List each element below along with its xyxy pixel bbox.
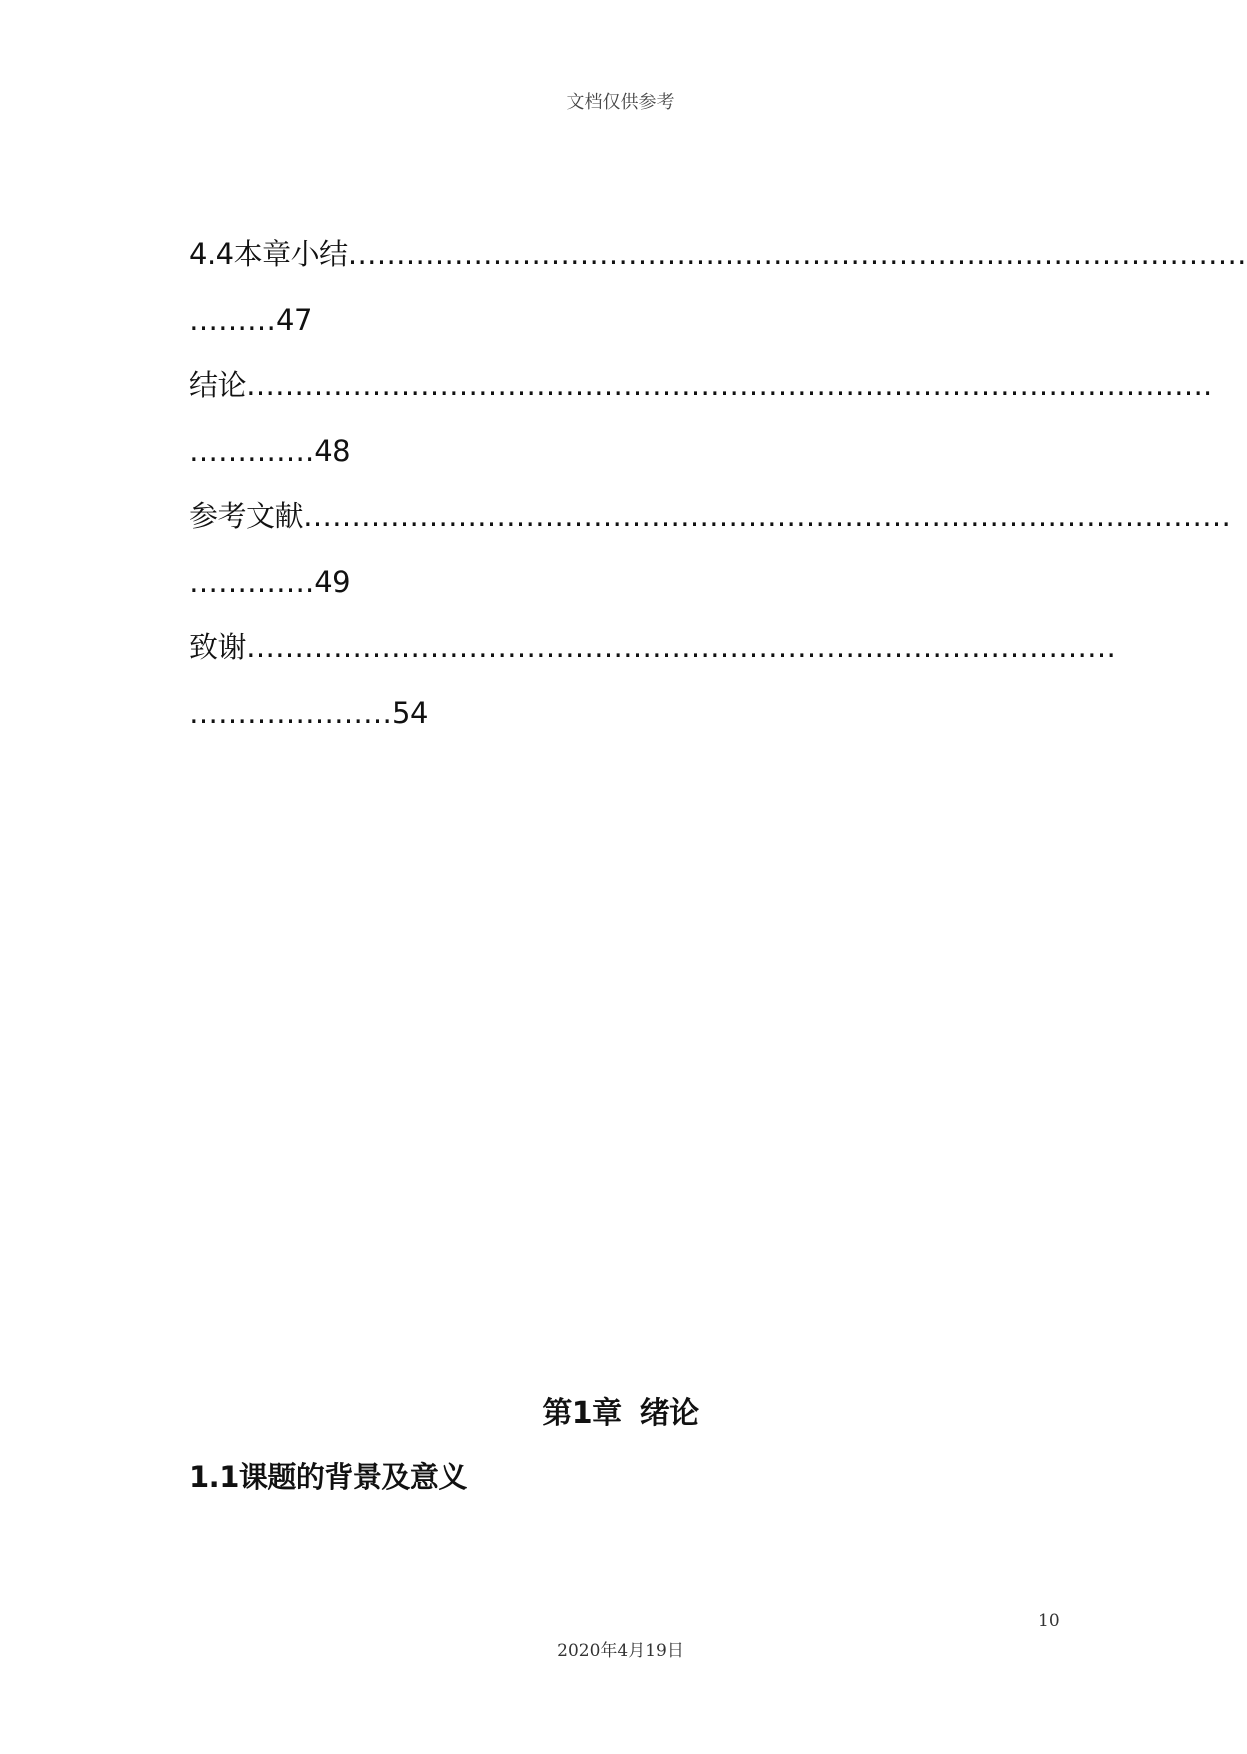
toc-entry-title-line [189, 353, 1213, 419]
toc-entry-page-line [189, 288, 1069, 354]
toc-leader-dots: …………. [189, 433, 315, 468]
toc-entry-page-line [189, 550, 1069, 616]
table-of-contents [189, 222, 1247, 746]
toc-entry-page: 49 [314, 564, 351, 599]
toc-leader-dots: ……… [189, 302, 276, 337]
toc-leader-dots: …………………………………………………………………………………… [303, 499, 1232, 533]
toc-entry-page-line [189, 681, 1069, 747]
toc-entry-label: 4.4本章小结 [189, 237, 348, 271]
toc-entry-title-line [189, 484, 1232, 550]
page-header: 文档仅供参考 [566, 92, 675, 113]
toc-leader-dots: ………………… [189, 695, 392, 730]
toc-entry-label: 参考文献 [189, 499, 304, 533]
toc-entry-page: 47 [276, 302, 312, 337]
chapter-name: 绪论 [639, 1396, 699, 1431]
toc-entry-title-line [189, 615, 1117, 681]
section-heading: 1.1课题的背景及意义 [189, 1460, 467, 1494]
toc-entry-label: 结论 [189, 368, 247, 402]
toc-leader-dots: ………………………………………………………………………………………. [246, 368, 1213, 402]
toc-entry-page: 48 [314, 433, 351, 468]
page-footer-date: 2020年4月19日 [557, 1641, 684, 1661]
chapter-heading [0, 1388, 1241, 1432]
toc-leader-dots: ……………………………………………………………………………… [246, 630, 1117, 664]
toc-entry-label: 致谢 [189, 630, 247, 664]
toc-leader-dots: …………. [189, 564, 315, 599]
toc-entry-page-line [189, 419, 1069, 485]
chapter-number: 第1章 [542, 1396, 622, 1431]
toc-entry-page: 54 [392, 695, 428, 730]
toc-leader-dots: ………………………………………………………………………………… [347, 237, 1247, 271]
toc-entry-title-line [189, 222, 1247, 288]
page-number: 10 [1038, 1611, 1060, 1631]
